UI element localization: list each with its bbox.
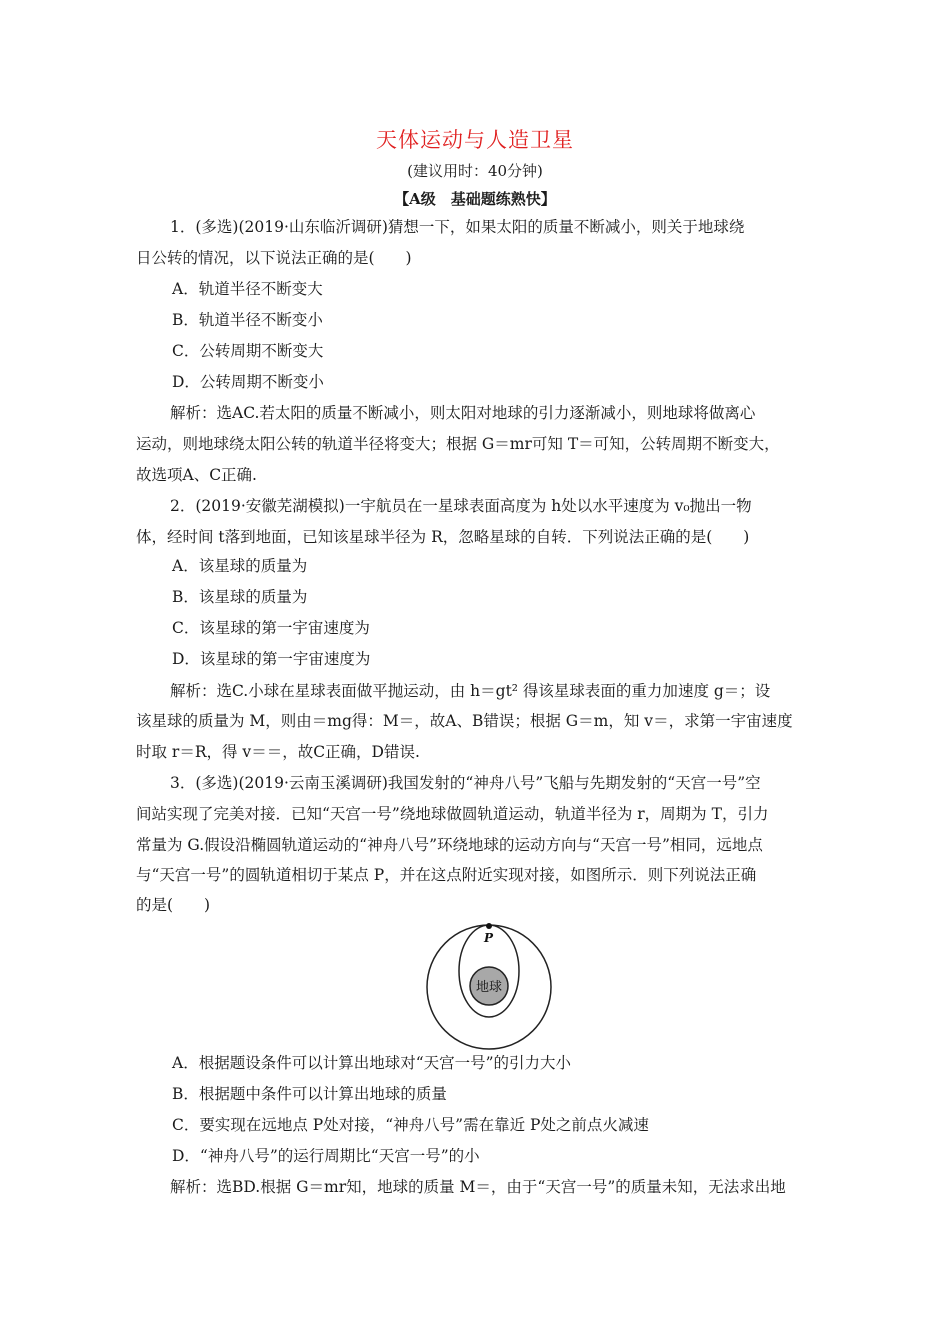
q1-option-c: C．公转周期不断变大 (172, 342, 324, 360)
q1-analysis-line1: 解析：选AC.若太阳的质量不断减小，则太阳对地球的引力逐渐减小，则地球将做离心 (170, 404, 756, 422)
q1-stem-line2: 日公转的情况，以下说法正确的是( ) (136, 249, 412, 267)
q1-analysis-line3: 故选项A、C正确. (136, 466, 257, 484)
point-p-label: P (484, 931, 494, 945)
orbit-diagram (425, 895, 555, 1055)
q2-analysis-line3: 时取 r＝R，得 v＝＝，故C正确，D错误. (136, 743, 420, 761)
q2-option-c: C．该星球的第一宇宙速度为 (172, 619, 370, 637)
q3-stem-line4: 与“天宫一号”的圆轨道相切于某点 P，并在这点附近实现对接，如图所示．则下列说法正确 (136, 866, 757, 884)
earth-label: 地球 (475, 980, 503, 995)
q2-analysis-line1: 解析：选C.小球在星球表面做平抛运动，由 h＝gt² 得该星球表面的重力加速度 g＝；设 (170, 682, 771, 700)
q1-analysis-line2: 运动，则地球绕太阳公转的轨道半径将变大；根据 G＝mr可知 T＝可知，公转周期不断变大， (136, 435, 780, 453)
q3-stem-line2: 间站实现了完美对接．已知“天宫一号”绕地球做圆轨道运动，轨道半径为 r，周期为 T，引力 (136, 805, 769, 823)
docking-point (486, 923, 492, 929)
q2-option-d: D．该星球的第一宇宙速度为 (172, 650, 371, 668)
q3-option-a: A．根据题设条件可以计算出地球对“天宫一号”的引力大小 (172, 1054, 572, 1072)
q3-stem-line5: 的是( ) (136, 896, 211, 914)
page-title: 天体运动与人造卫星 (376, 128, 574, 152)
q3-option-d: D．“神舟八号”的运行周期比“天宫一号”的小 (172, 1147, 480, 1165)
time-hint: (建议用时：40分钟) (407, 162, 543, 180)
level-heading: 【A级 基础题练熟快】 (394, 190, 556, 208)
q1-option-a: A．轨道半径不断变大 (172, 280, 323, 298)
q2-option-a: A．该星球的质量为 (172, 557, 308, 575)
q3-option-c: C．要实现在远地点 P处对接，“神舟八号”需在靠近 P处之前点火减速 (172, 1116, 649, 1134)
q3-stem-line1: 3．(多选)(2019·云南玉溪调研)我国发射的“神舟八号”飞船与先期发射的“天宫一号”空 (170, 774, 761, 792)
q2-option-b: B．该星球的质量为 (172, 588, 308, 606)
q1-stem-line1: 1．(多选)(2019·山东临沂调研)猜想一下，如果太阳的质量不断减小，则关于地球绕 (170, 218, 745, 236)
q3-option-b: B．根据题中条件可以计算出地球的质量 (172, 1085, 447, 1103)
q3-stem-line3: 常量为 G.假设沿椭圆轨道运动的“神舟八号”环绕地球的运动方向与“天宫一号”相同，远地点 (136, 836, 763, 854)
q1-option-b: B．轨道半径不断变小 (172, 311, 323, 329)
q2-analysis-line2: 该星球的质量为 M，则由＝mg得：M＝，故A、B错误；根据 G＝m，知 v＝，求第一宇宙速度 (136, 712, 793, 730)
q2-stem-line1: 2．(2019·安徽芜湖模拟)一宇航员在一星球表面高度为 h处以水平速度为 v₀抛出一物 (170, 497, 752, 515)
q2-stem-line2: 体，经时间 t落到地面，已知该星球半径为 R，忽略星球的自转．下列说法正确的是( ) (136, 528, 750, 546)
q3-analysis-line1: 解析：选BD.根据 G＝mr知，地球的质量 M＝，由于“天宫一号”的质量未知，无法求出地 (170, 1178, 786, 1196)
q1-option-d: D．公转周期不断变小 (172, 373, 324, 391)
